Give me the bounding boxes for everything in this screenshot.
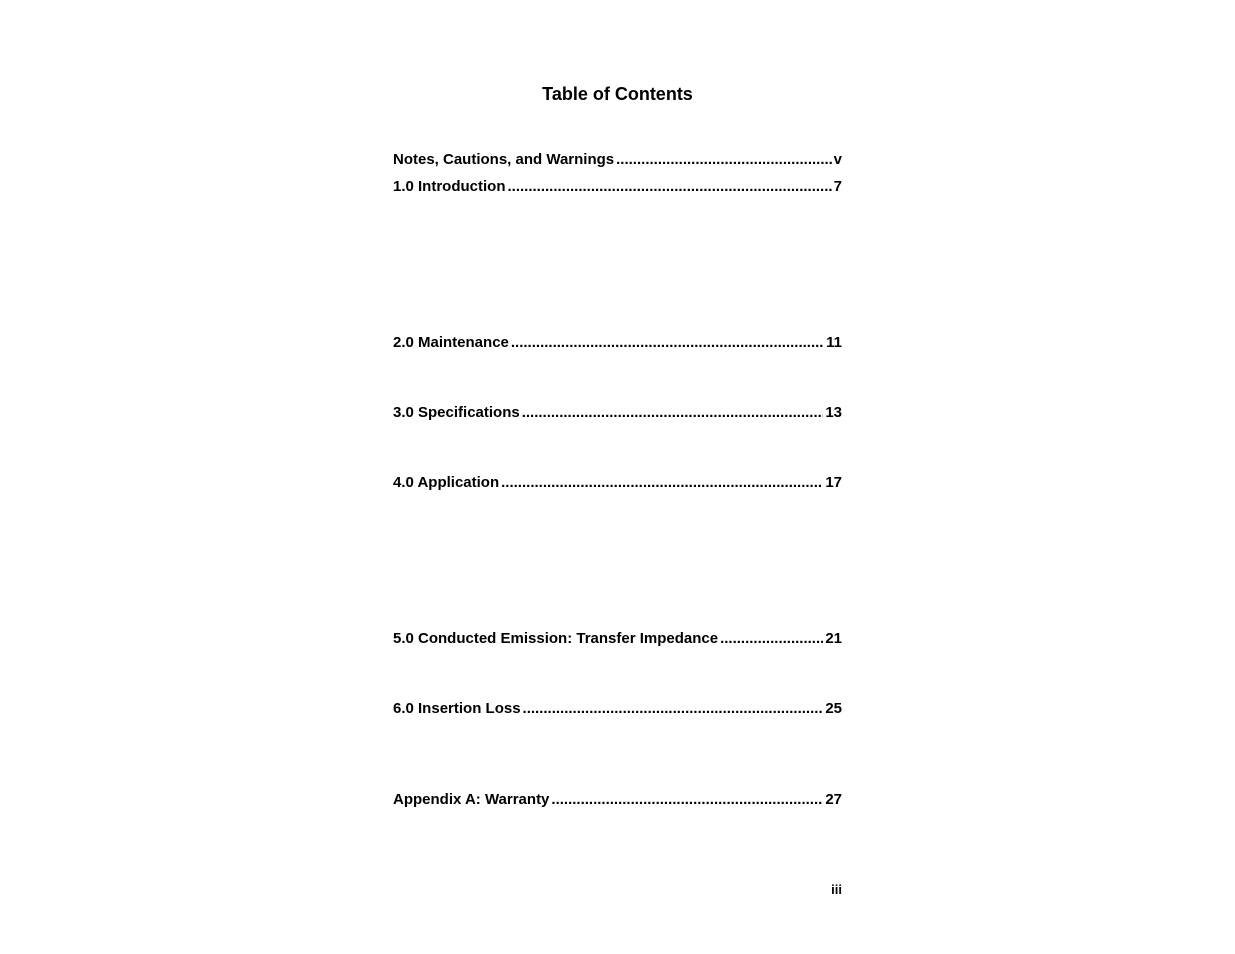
toc-entry-notes-cautions-warnings[interactable] (393, 151, 842, 169)
toc-entry-specifications[interactable] (393, 404, 842, 422)
toc-entry-conducted-emission[interactable] (393, 630, 842, 648)
toc-entry-page: 13 (825, 404, 842, 421)
toc-entry-label: 4.0 Application (393, 474, 500, 491)
toc-entry-label: Notes, Cautions, and Warnings (393, 151, 615, 168)
toc-entry-page: 21 (825, 630, 842, 647)
toc-dot-leader (511, 334, 824, 352)
toc-dot-leader (523, 700, 824, 718)
toc-entry-page: 17 (825, 474, 842, 491)
toc-entry-label: 5.0 Conducted Emission: Transfer Impedance (393, 630, 719, 647)
toc-dot-leader (501, 474, 823, 492)
toc-entry-page: 27 (825, 791, 842, 808)
toc-entry-label: 2.0 Maintenance (393, 334, 509, 351)
toc-entry-page: 25 (825, 700, 842, 717)
toc-entry-maintenance[interactable] (393, 334, 842, 352)
toc-entry-label: Appendix A: Warranty (393, 791, 550, 808)
toc-dot-leader (616, 151, 832, 169)
page-title: Table of Contents (542, 84, 693, 104)
toc-entry-label: 1.0 Introduction (393, 178, 506, 195)
page-number: iii (831, 882, 842, 897)
toc-dot-leader (720, 630, 823, 648)
toc-entry-label: 6.0 Insertion Loss (393, 700, 521, 717)
toc-entry-page: 11 (826, 334, 842, 351)
toc-entry-appendix-warranty[interactable] (393, 791, 842, 809)
toc-entry-introduction[interactable] (393, 178, 842, 196)
toc-entry-page: 7 (833, 178, 842, 195)
toc-entry-label: 3.0 Specifications (393, 404, 520, 421)
toc-entry-application[interactable] (393, 474, 842, 492)
toc-dot-leader (508, 178, 832, 196)
toc-dot-leader (522, 404, 824, 422)
toc-entry-insertion-loss[interactable] (393, 700, 842, 718)
toc-entry-page: v (833, 151, 842, 168)
toc-dot-leader (551, 791, 823, 809)
